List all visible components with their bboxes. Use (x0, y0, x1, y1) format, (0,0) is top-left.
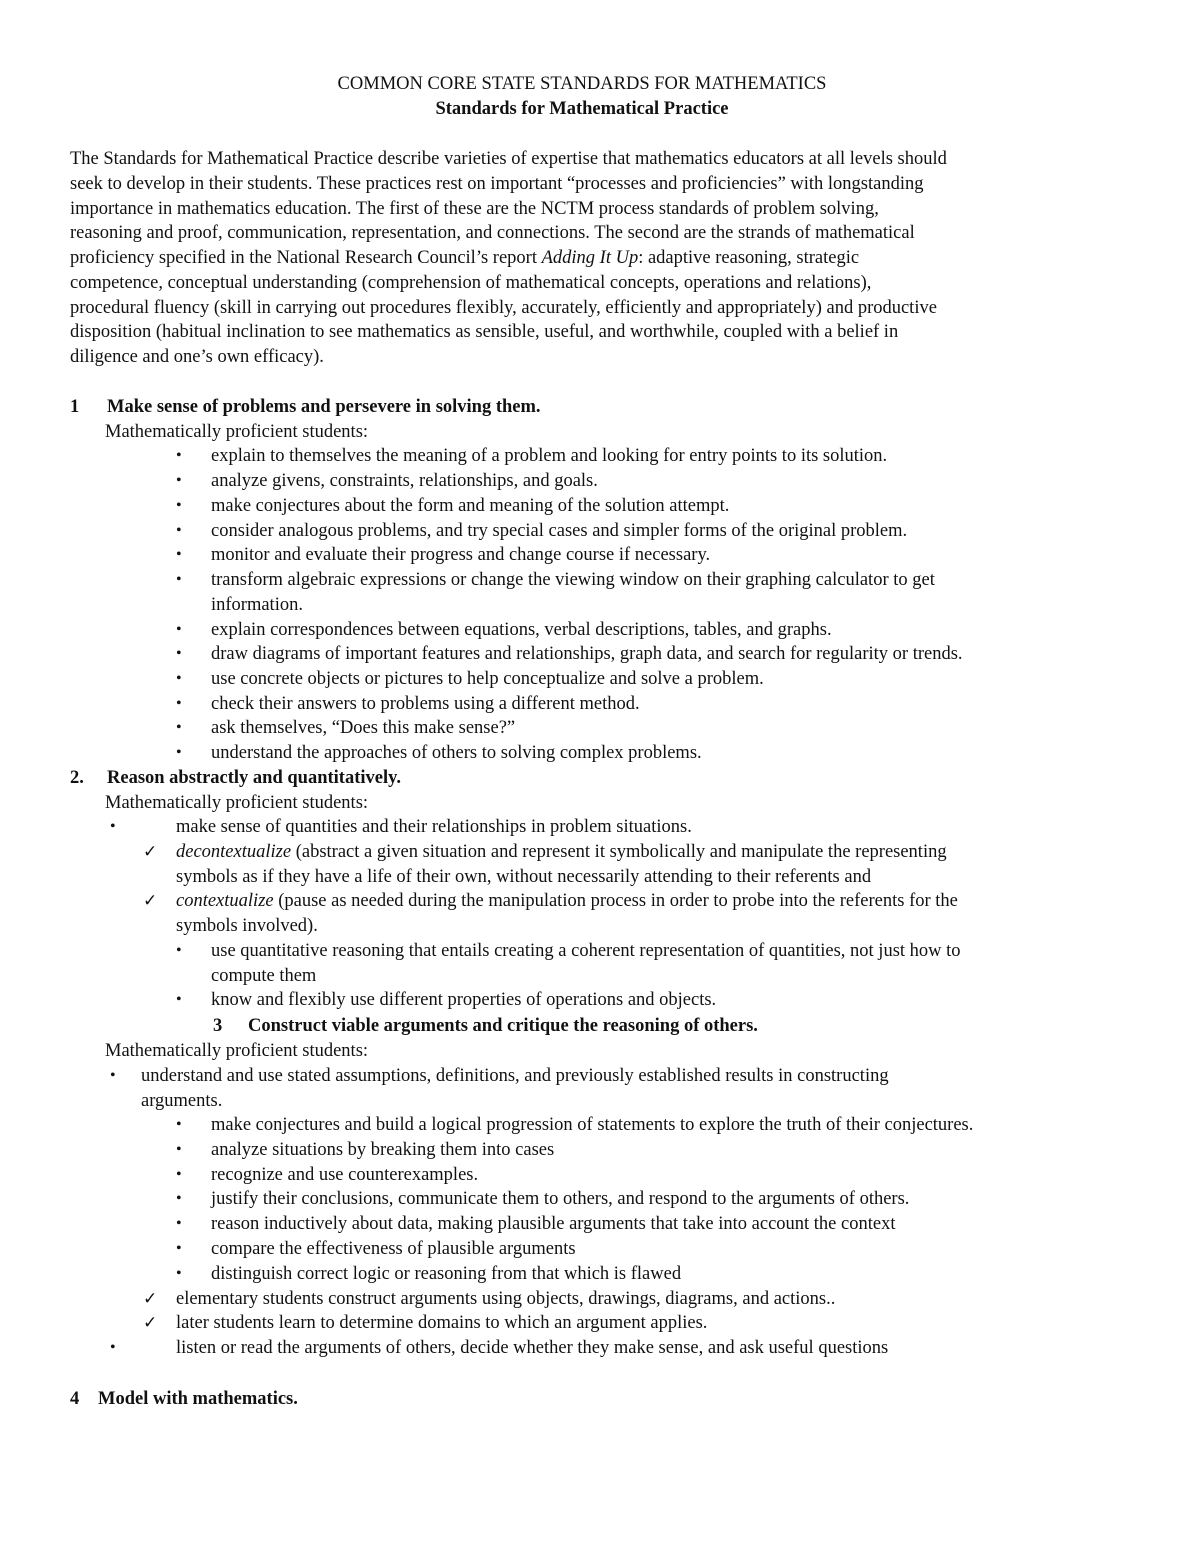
list-item: make conjectures about the form and meaning of the solution attempt. (211, 496, 730, 516)
check-item: later students learn to determine domains to which an argument applies. (176, 1313, 708, 1333)
check-item-continued: symbols involved). (176, 916, 318, 936)
bullet-icon: • (176, 1166, 182, 1183)
bullet-icon: • (176, 942, 182, 959)
intro-line: disposition (habitual inclination to see mathematics as sensible, useful, and worthwhile, coupled with a belief in (70, 322, 899, 342)
bullet-icon: • (176, 991, 182, 1008)
intro-line: procedural fluency (skill in carrying out procedures flexibly, accurately, efficiently and appropriately) and productive (70, 298, 937, 318)
section-heading: Make sense of problems and persevere in solving them. (107, 397, 541, 417)
intro-text: : adaptive reasoning, strategic (638, 248, 860, 268)
check-item: elementary students construct arguments using objects, drawings, diagrams, and actions.. (176, 1289, 836, 1309)
bullet-icon: • (110, 1067, 116, 1084)
term: decontextualize (176, 842, 292, 862)
checkmark-icon: ✓ (143, 891, 158, 911)
bullet-icon: • (176, 744, 182, 761)
list-item: compare the effectiveness of plausible arguments (211, 1239, 576, 1259)
list-item-continued: arguments. (141, 1091, 223, 1111)
bullet-icon: • (176, 719, 182, 736)
list-item: recognize and use counterexamples. (211, 1165, 479, 1185)
list-item: transform algebraic expressions or change the viewing window on their graphing calculator to get (211, 570, 935, 590)
section-number: 3 (213, 1016, 223, 1036)
check-item-text: (abstract a given situation and represent it symbolically and manipulate the representing (291, 842, 947, 862)
intro-line: The Standards for Mathematical Practice describe varieties of expertise that mathematics educators at all levels should (70, 149, 947, 169)
list-item: know and flexibly use different properties of operations and objects. (211, 990, 717, 1010)
bullet-icon: • (176, 472, 182, 489)
section-heading: Model with mathematics. (98, 1389, 298, 1409)
intro-line: importance in mathematics education. The first of these are the NCTM process standards of problem solving, (70, 199, 879, 219)
bullet-icon: • (110, 1339, 116, 1356)
list-item: justify their conclusions, communicate them to others, and respond to the arguments of others. (211, 1189, 910, 1209)
bullet-icon: • (176, 522, 182, 539)
list-item: consider analogous problems, and try special cases and simpler forms of the original problem. (211, 521, 908, 541)
list-item-continued: information. (211, 595, 303, 615)
document-title: COMMON CORE STATE STANDARDS FOR MATHEMATICS (337, 74, 827, 94)
bullet-icon: • (176, 571, 182, 588)
list-item: draw diagrams of important features and relationships, graph data, and search for regularity or trends. (211, 644, 963, 664)
intro-line: seek to develop in their students. These practices rest on important “processes and proficiencies” with longstanding (70, 174, 924, 194)
checkmark-icon: ✓ (143, 1313, 158, 1333)
report-title: Adding It Up (541, 248, 639, 268)
section-heading: Reason abstractly and quantitatively. (107, 768, 401, 788)
list-item: use quantitative reasoning that entails creating a coherent representation of quantities, not just how to (211, 941, 961, 961)
section-lead: Mathematically proficient students: (105, 1041, 369, 1061)
list-item: check their answers to problems using a different method. (211, 694, 640, 714)
list-item: monitor and evaluate their progress and change course if necessary. (211, 545, 711, 565)
bullet-icon: • (176, 1141, 182, 1158)
list-item: understand and use stated assumptions, definitions, and previously established results in constructing (141, 1066, 889, 1086)
section-number: 1 (70, 397, 80, 417)
list-item: reason inductively about data, making plausible arguments that take into account the context (211, 1214, 896, 1234)
list-item: analyze givens, constraints, relationships, and goals. (211, 471, 598, 491)
list-item: explain correspondences between equations, verbal descriptions, tables, and graphs. (211, 620, 832, 640)
document-subtitle: Standards for Mathematical Practice (435, 99, 729, 119)
list-item: use concrete objects or pictures to help conceptualize and solve a problem. (211, 669, 764, 689)
list-item: make conjectures and build a logical progression of statements to explore the truth of their conjectures. (211, 1115, 974, 1135)
bullet-icon: • (110, 818, 116, 835)
checkmark-icon: ✓ (143, 842, 158, 862)
bullet-icon: • (176, 645, 182, 662)
intro-text: proficiency specified in the National Research Council’s report (70, 248, 542, 268)
intro-line: competence, conceptual understanding (comprehension of mathematical concepts, operations and relations), (70, 273, 872, 293)
check-item-continued: symbols as if they have a life of their own, without necessarily attending to their referents and (176, 867, 872, 887)
list-item-continued: compute them (211, 966, 317, 986)
section-lead: Mathematically proficient students: (105, 422, 369, 442)
check-item (176, 889, 958, 913)
intro-line: reasoning and proof, communication, representation, and connections. The second are the strands of mathematical (70, 223, 915, 243)
check-item (176, 840, 947, 864)
check-item-text: (pause as needed during the manipulation process in order to probe into the referents for the (273, 891, 958, 911)
bullet-icon: • (176, 621, 182, 638)
section-heading: Construct viable arguments and critique the reasoning of others. (248, 1016, 758, 1036)
bullet-icon: • (176, 546, 182, 563)
bullet-icon: • (176, 1116, 182, 1133)
checkmark-icon: ✓ (143, 1289, 158, 1309)
list-item: explain to themselves the meaning of a problem and looking for entry points to its solution. (211, 446, 888, 466)
list-item: understand the approaches of others to solving complex problems. (211, 743, 702, 763)
list-item: listen or read the arguments of others, decide whether they make sense, and ask useful questions (176, 1338, 889, 1358)
section-number: 2. (70, 768, 84, 788)
bullet-icon: • (176, 1190, 182, 1207)
bullet-icon: • (176, 1265, 182, 1282)
list-item: make sense of quantities and their relationships in problem situations. (176, 817, 692, 837)
bullet-icon: • (176, 447, 182, 464)
bullet-icon: • (176, 1240, 182, 1257)
intro-line (70, 246, 859, 270)
bullet-icon: • (176, 1215, 182, 1232)
section-number: 4 (70, 1389, 80, 1409)
bullet-icon: • (176, 695, 182, 712)
list-item: distinguish correct logic or reasoning from that which is flawed (211, 1264, 682, 1284)
bullet-icon: • (176, 670, 182, 687)
list-item: analyze situations by breaking them into cases (211, 1140, 555, 1160)
intro-line: diligence and one’s own efficacy). (70, 347, 324, 367)
section-lead: Mathematically proficient students: (105, 793, 369, 813)
list-item: ask themselves, “Does this make sense?” (211, 718, 516, 738)
term: contextualize (176, 891, 274, 911)
bullet-icon: • (176, 497, 182, 514)
